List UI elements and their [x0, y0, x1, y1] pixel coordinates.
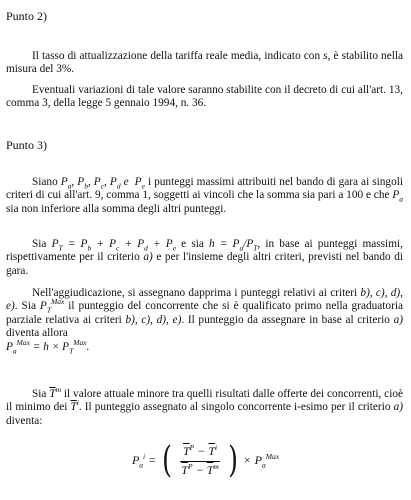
text: . Il punteggio da assegnare in base al criterio [181, 313, 394, 326]
text: e per l'insieme degli altri criteri, previsti nel bando di gara. [6, 251, 403, 277]
text: , in base ai punteggi massimi, rispettivamente per il criterio [6, 238, 403, 264]
denominator: $\overline{T}^P - \overline{T}^m$ [181, 461, 219, 477]
text: e sia [176, 238, 209, 250]
text: , è stabilito nella misura del 3%. [6, 50, 403, 76]
criterion: a) [143, 251, 153, 264]
math-ti: $\overline{T}^i$ [70, 398, 79, 414]
paragraph-punteggi [6, 176, 403, 216]
heading-punto-2: Punto 2) [6, 9, 48, 23]
text: Sia [32, 238, 52, 250]
text: Il tasso di attualizzazione della tariffa reale media, indicato con [32, 50, 324, 62]
criterion: b), c), d), e) [6, 287, 404, 313]
formula-pa-max: $P_a^{Max}$ [254, 452, 280, 470]
math-vars: $P_a$, $P_b$, $P_c$, $P_d$ e $P_e$ [60, 176, 145, 191]
math-pa: $P_a$ [392, 189, 403, 204]
text: . Sia [14, 300, 40, 313]
text: diventa: [6, 414, 43, 427]
fraction [178, 445, 222, 477]
left-paren: ( [162, 440, 173, 481]
paragraph-aggiudicazione [6, 287, 403, 354]
paragraph-somma [6, 238, 403, 278]
criterion: b), c), d), e) [125, 313, 182, 326]
formula-punteggio [0, 440, 411, 481]
text: i punteggi massimi attribuiti nel bando di gara ai singoli criteri di cui all'art. 9, comma 1, soggetti ai vincoli che la somma sia pari a 100 e che [6, 176, 403, 202]
text: il valore attuale minore tra quelli risultati dalle offerte dei concorrenti, cioè il minimo dei [6, 388, 403, 414]
variable-s: s [323, 50, 328, 62]
text: Sia [32, 388, 50, 400]
text: . Il punteggio assegnato al singolo concorrente i-esimo per il criterio [78, 401, 394, 414]
times-sign: × [243, 453, 251, 468]
text: il punteggio del concorrente che si è qualificato primo nella graduatoria parziale relativa ai criteri [6, 300, 403, 326]
heading-punto-3: Punto 3) [6, 138, 48, 152]
math-tm: $\overline{T}^m$ [49, 385, 62, 400]
criterion: a) [393, 313, 403, 326]
text: diventa allora [6, 327, 68, 340]
text: sia non inferiore alla somma degli altri punteggi. [6, 202, 227, 215]
criterion: a) [393, 401, 403, 414]
math-pa-max: $P_a^{Max} = h \times P_T^{Max}$. [6, 337, 90, 355]
math-pt-max: $P_T^{Max}$ [39, 297, 65, 315]
math-h: $h = P_a/P_T$ [209, 238, 258, 253]
text: Nell'aggiudicazione, si assegnano dapprima i punteggi relativi ai criteri [32, 287, 361, 299]
numerator: $\overline{T}^P - \overline{T}^i$ [180, 445, 220, 461]
formula-lhs: $P_a^i$ = [131, 452, 157, 470]
paragraph-tasso [6, 50, 403, 77]
paragraph-variazioni: Eventuali variazioni di tale valore saranno stabilite con il decreto di cui all'art. 13, comma 3, della legge 5 gennaio 1994, n. 36. [6, 84, 403, 110]
paragraph-valore-attuale [6, 385, 403, 428]
math-pt: $P_T = P_b + P_c + P_d + P_e$ [51, 238, 177, 253]
text: Siano [32, 176, 61, 188]
right-paren: ) [227, 440, 238, 481]
